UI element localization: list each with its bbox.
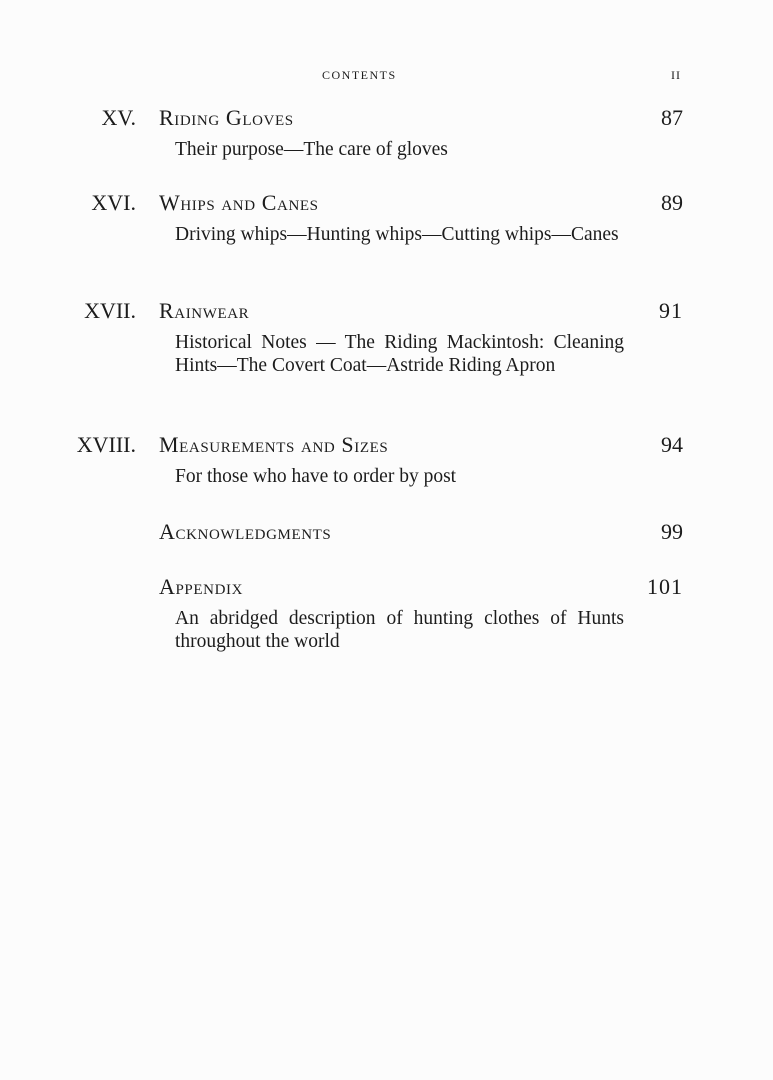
chapter-title: Measurements and Sizes bbox=[159, 432, 389, 457]
chapter-page: 89 bbox=[661, 190, 683, 215]
chapter-page: 91 bbox=[659, 298, 683, 323]
chapter-description: Driving whips—Hunting whips—Cutting whips—Canes bbox=[175, 224, 619, 245]
chapter-description: For those who have to order by post bbox=[175, 466, 457, 487]
chapter-numeral: XVII. bbox=[84, 298, 136, 323]
section-page: 101 bbox=[647, 574, 683, 599]
chapter-description: Their purpose—The care of gloves bbox=[175, 139, 448, 160]
chapter-numeral: XVI. bbox=[91, 190, 136, 215]
running-title: contents bbox=[322, 64, 397, 83]
chapter-title: Rainwear bbox=[159, 298, 250, 323]
running-head bbox=[0, 64, 773, 88]
chapter-title: Whips and Canes bbox=[159, 190, 319, 215]
chapter-description: Historical Notes — The Riding Mackintosh: Cleaning Hints—The Covert Coat—Astride Riding Apron bbox=[175, 332, 624, 376]
section-description: An abridged description of hunting clothes of Hunts throughout the world bbox=[175, 608, 624, 652]
section-title: Appendix bbox=[159, 574, 244, 599]
chapter-title: Riding Gloves bbox=[159, 105, 294, 130]
section-title: Acknowledgments bbox=[159, 519, 332, 544]
chapter-numeral: XVIII. bbox=[76, 432, 136, 457]
chapter-page: 87 bbox=[661, 105, 683, 130]
chapter-numeral: XV. bbox=[101, 105, 136, 130]
chapter-page: 94 bbox=[661, 432, 683, 457]
page-number: ii bbox=[671, 64, 681, 83]
section-page: 99 bbox=[661, 519, 683, 544]
